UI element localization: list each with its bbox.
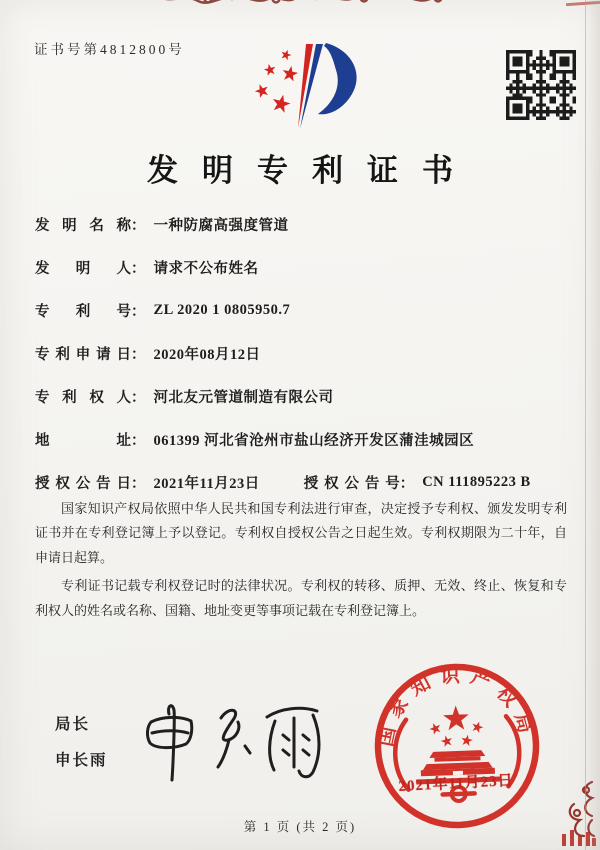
field-colon: ： [131, 433, 146, 449]
field-label: 专利申请日 [35, 347, 131, 363]
official-seal [368, 660, 546, 832]
top-border-ornament [150, 0, 460, 13]
field-row-patent-number [35, 289, 567, 332]
field-value: 061399 河北省沧州市盐山经济开发区蒲洼城园区 [153, 433, 475, 449]
field-value: 2021年11月23日 [153, 476, 260, 492]
field-label: 专利号 [35, 304, 131, 320]
field-row-inventor [35, 246, 567, 289]
field-label: 地址 [35, 433, 131, 449]
field-label: 发明名称 [35, 218, 131, 234]
field-row-patentee [35, 375, 567, 418]
field-list [35, 203, 567, 504]
page-number: 第 1 页 (共 2 页) [243, 820, 357, 834]
commissioner-role: 局长 [55, 716, 91, 733]
qr-code [506, 50, 576, 120]
field-colon: ： [131, 218, 146, 234]
seal-ring-text: 国家知识产权局 [375, 665, 538, 749]
field-label: 授权公告号 [303, 476, 400, 492]
field-grant-number [304, 472, 531, 493]
certificate-title: 发明专利证书 [147, 152, 477, 188]
field-value: 请求不公布姓名 [153, 261, 259, 277]
field-value: ZL 2020 1 0805950.7 [153, 302, 291, 318]
field-colon: ： [131, 347, 146, 363]
field-colon: ： [131, 390, 146, 406]
field-value: 2020年08月12日 [153, 347, 261, 363]
legal-paragraph-2: 专利证书记载专利权登记时的法律状况。专利权的转移、质押、无效、终止、恢复和专利权人的姓名或名称、国籍、地址变更等事项记载在专利登记簿上。 [35, 578, 567, 618]
qr-code-image [506, 50, 576, 120]
field-value: 一种防腐高强度管道 [153, 218, 289, 234]
legal-paragraph-1: 国家知识产权局依照中华人民共和国专利法进行审查，决定授予专利权、颁发发明专利证书并在专利登记簿上予以登记。专利权自授权公告之日起生效。专利权期限为二十年，自申请日起算。 [35, 501, 567, 565]
field-value: 河北友元管道制造有限公司 [153, 390, 334, 406]
field-colon: ： [131, 304, 146, 320]
certificate-number: 证书号第4812800号 [34, 42, 185, 57]
field-label: 授权公告日 [35, 476, 131, 492]
field-label: 发明人 [35, 261, 131, 277]
field-grant-date [35, 472, 260, 493]
signature-autograph [125, 688, 350, 790]
field-row-invention-name [35, 203, 567, 246]
field-row-filing-date [35, 332, 567, 375]
cnipa-logo-icon [234, 40, 366, 132]
field-colon: ： [399, 476, 415, 492]
field-colon: ： [131, 476, 146, 492]
commissioner-name: 申长雨 [55, 752, 108, 769]
field-row-address [35, 418, 567, 461]
seal-date-stamp: 2021年11月23日 [398, 772, 515, 796]
field-colon: ： [131, 261, 146, 277]
signature-block [55, 712, 108, 770]
paper-edge-shade [586, 0, 600, 850]
legal-text [35, 497, 567, 627]
field-label: 专利权人 [35, 390, 131, 406]
field-value: CN 111895223 B [422, 474, 531, 490]
